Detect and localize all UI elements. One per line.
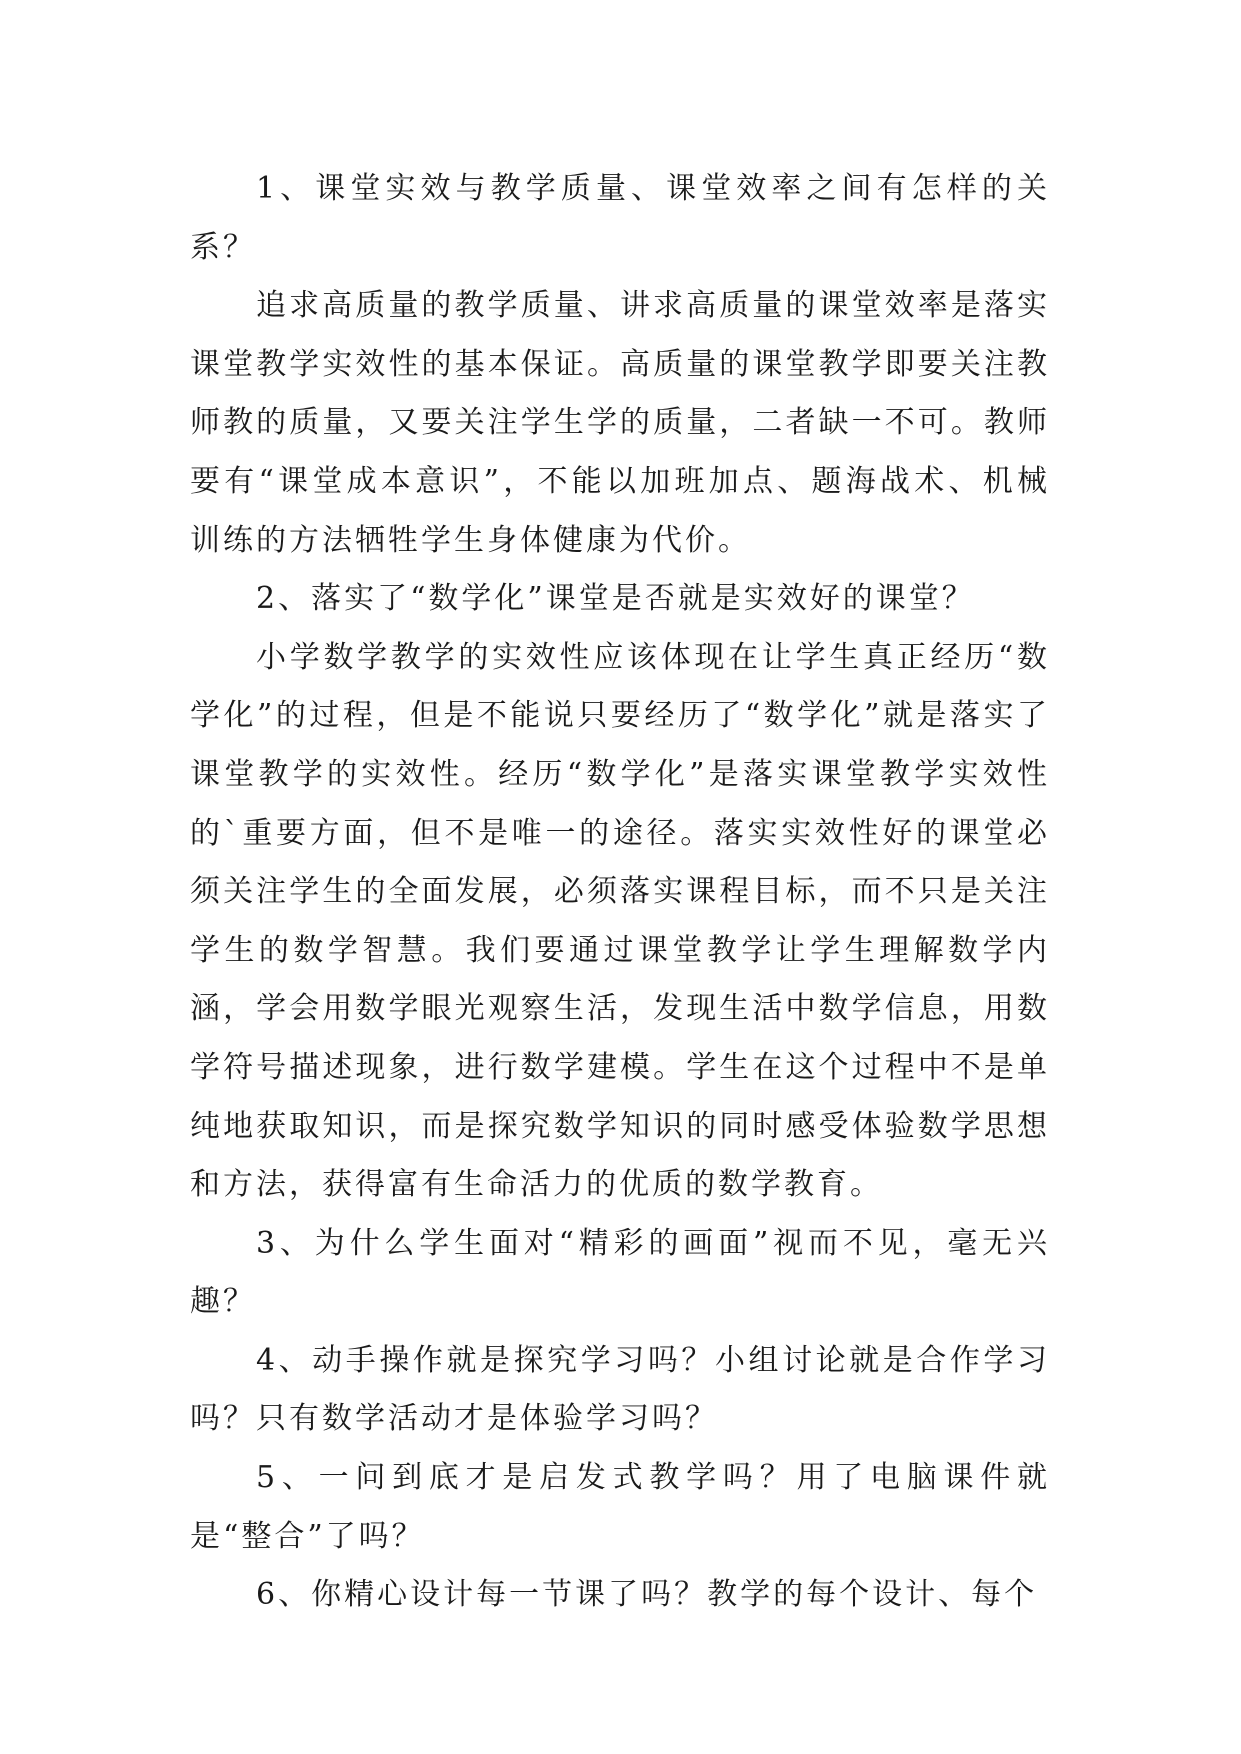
question-2: 2、落实了“数学化”课堂是否就是实效好的课堂？	[256, 581, 975, 617]
question-6: 6、你精心设计每一节课了吗？教学的每个设计、每个	[256, 1577, 1038, 1613]
answer-1: 追求高质量的教学质量、讲求高质量的课堂效率是落实课堂教学实效性的基本保证。高质量的课堂教学即要关注教师教的质量，又要关注学生学的质量，二者缺一不可。教师要有“课堂成本意识”，不能以加班加点、题海战术、机械训练的方法牺牲学生身体健康为代价。	[190, 288, 1050, 558]
question-1: 1、课堂实效与教学质量、课堂效率之间有怎样的关系？	[190, 171, 1050, 265]
document-body	[190, 160, 1050, 1625]
question-3: 3、为什么学生面对“精彩的画面”视而不见，毫无兴趣？	[190, 1225, 1050, 1320]
question-5: 5、一问到底才是启发式教学吗？用了电脑课件就是“整合”了吗？	[190, 1460, 1050, 1554]
question-4: 4、动手操作就是探究学习吗？小组讨论就是合作学习吗？只有数学活动才是体验学习吗？	[190, 1342, 1050, 1437]
answer-2: 小学数学教学的实效性应该体现在让学生真正经历“数学化”的过程，但是不能说只要经历了“数学化”就是落实了课堂教学的实效性。经历“数学化”是落实课堂教学实效性的`重要方面，但不是唯一的途径。落实实效性好的课堂必须关注学生的全面发展，必须落实课程目标，而不只是关注学生的数学智慧。我们要通过课堂教学让学生理解数学内涵，学会用数学眼光观察生活，发现生活中数学信息，用数学符号描述现象，进行数学建模。学生在这个过程中不是单纯地获取知识，而是探究数学知识的同时感受体验数学思想和方法，获得富有生命活力的优质的数学教育。	[190, 639, 1050, 1203]
